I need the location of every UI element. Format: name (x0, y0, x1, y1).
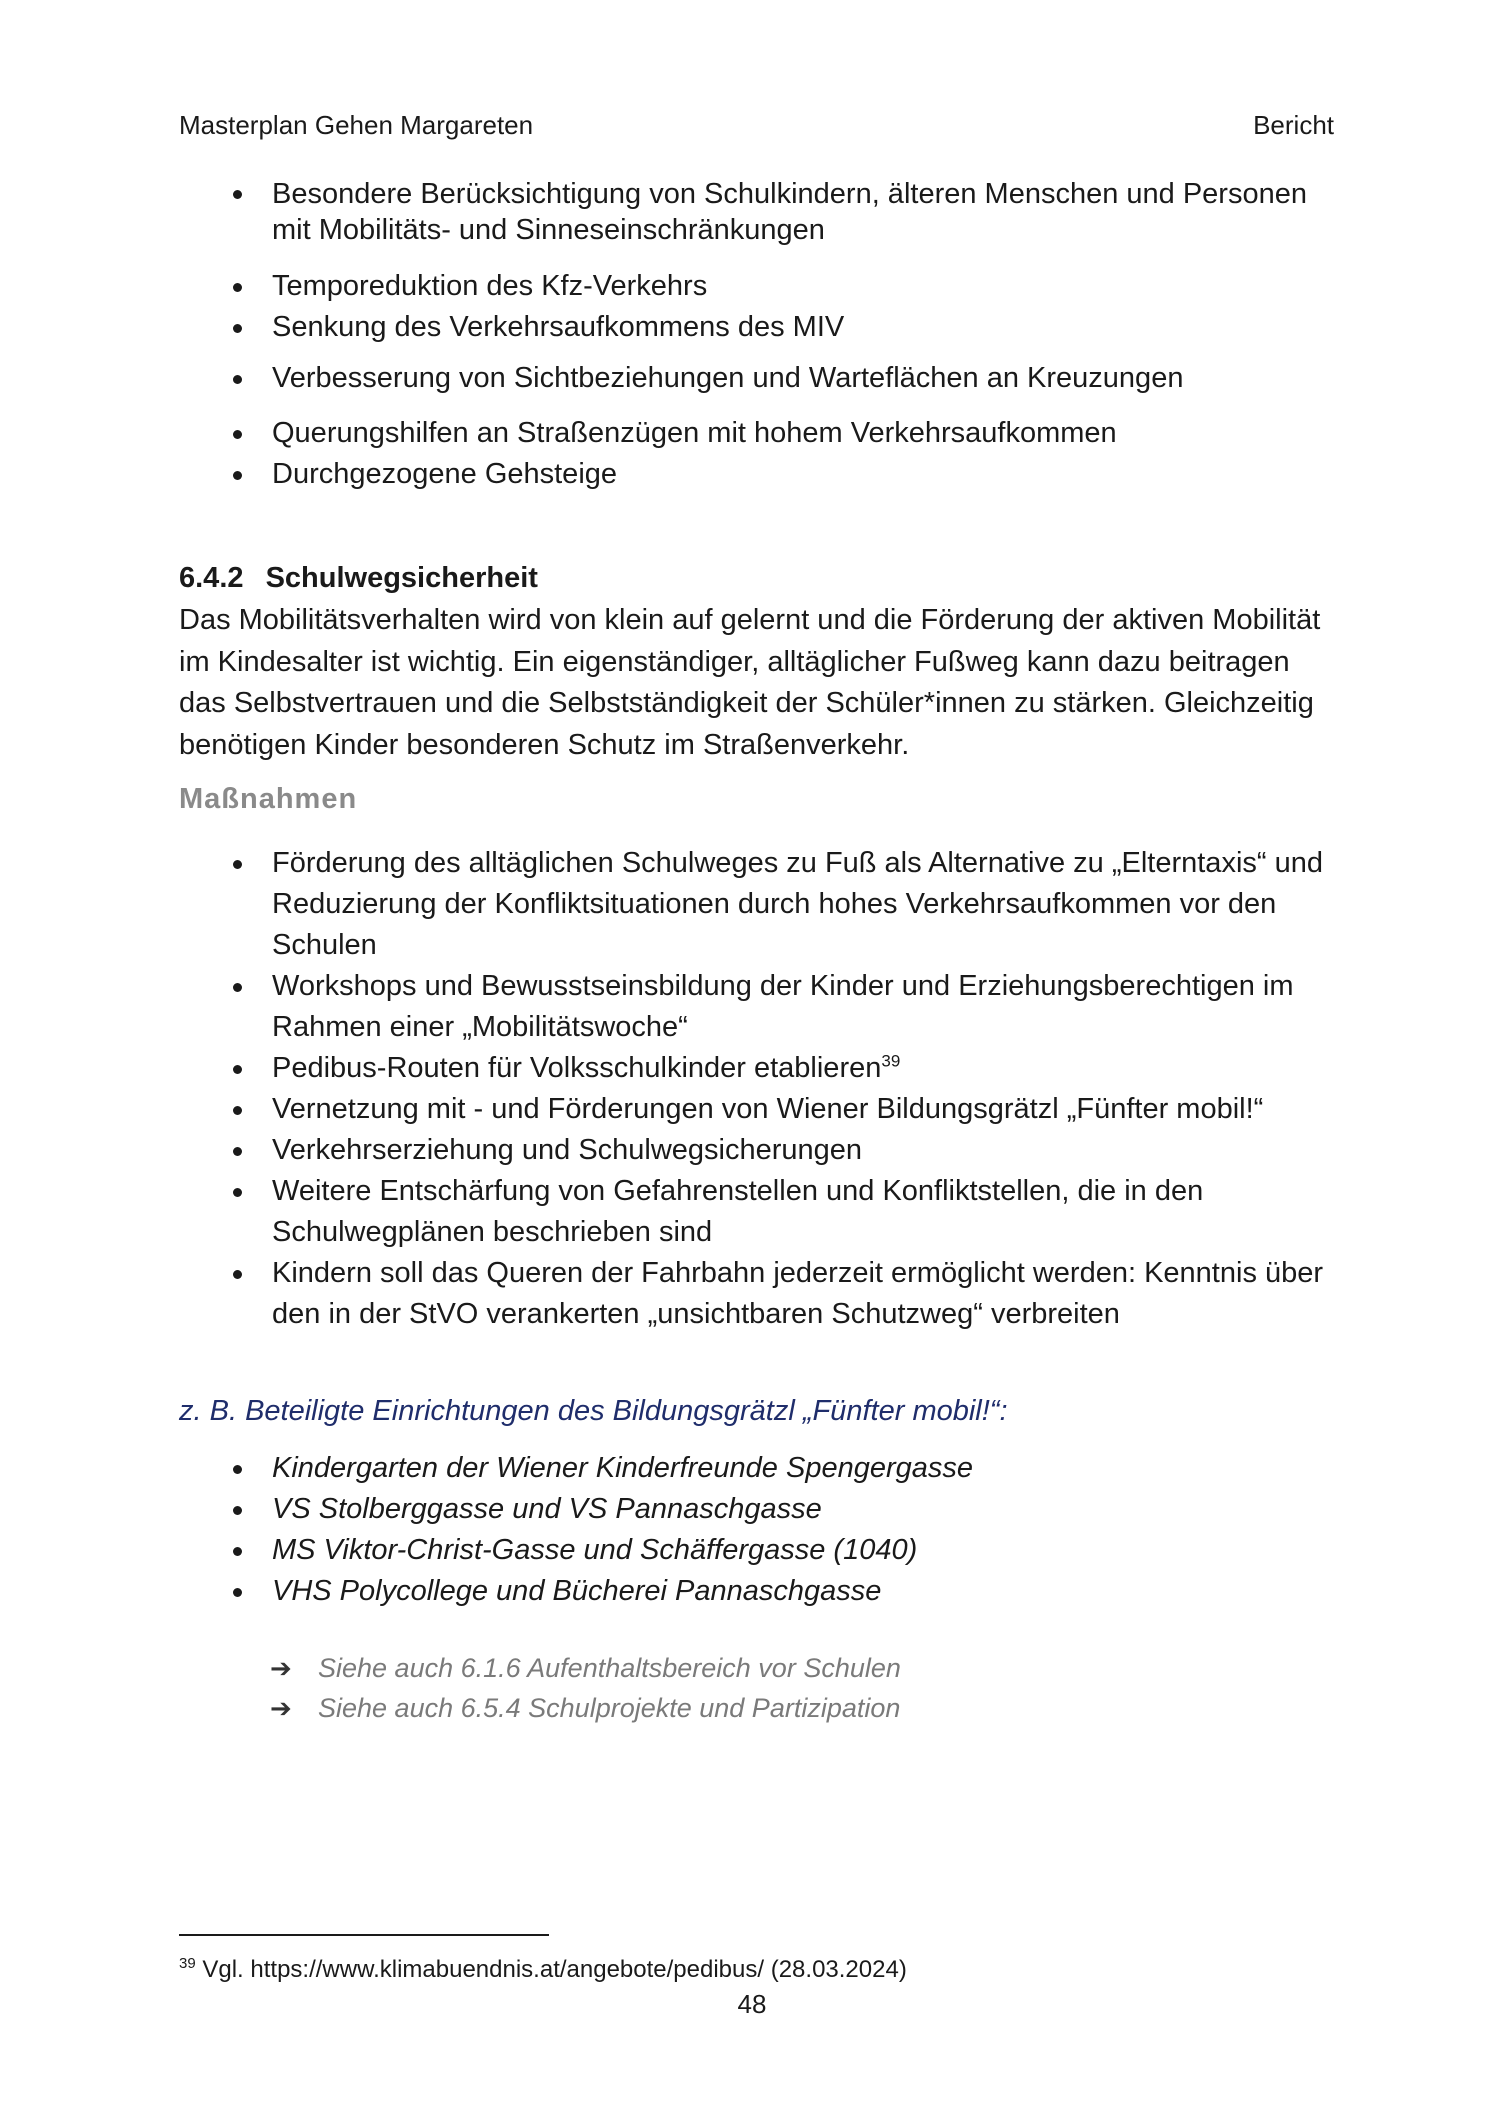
list-item: MS Viktor-Christ-Gasse und Schäffergasse (1040) (179, 1530, 1339, 1571)
bullet-icon (233, 1188, 242, 1197)
section-paragraph: Das Mobilitätsverhalten wird von klein auf gelernt und die Förderung der aktiven Mobilität im Kindesalter ist wichtig. Ein eigenständiger, alltäglicher Fußweg kann dazu beitragen das Selbstvertrauen und die Selbstständigkeit der Schüler*innen zu stärken. Gleichzeitig benötigen Kinder besonderen Schutz im Straßenverkehr. (179, 604, 1321, 761)
measures-heading: Maßnahmen (179, 783, 358, 815)
bullet-icon (233, 190, 242, 199)
list-item: Querungshilfen an Straßenzügen mit hohem Verkehrsaufkommen (179, 413, 1339, 454)
list-item: Vernetzung mit - und Förderungen von Wiener Bildungsgrätzl „Fünfter mobil!“ (179, 1089, 1339, 1130)
bullet-icon (233, 1547, 242, 1556)
section-title: Schulwegsicherheit (265, 562, 538, 594)
list-item: Kindergarten der Wiener Kinderfreunde Spengergasse (179, 1448, 1339, 1489)
bullet-icon (233, 283, 242, 292)
list-item: VS Stolberggasse und VS Pannaschgasse (179, 1489, 1339, 1530)
list-item: Temporeduktion des Kfz-Verkehrs (179, 266, 1339, 307)
list-item: Besondere Berücksichtigung von Schulkindern, älteren Menschen und Personen mit Mobilitäts- und Sinneseinschränkungen (179, 176, 1339, 248)
footnote-text[interactable]: Vgl. https://www.klimabuendnis.at/angebote/pedibus/ (28.03.2024) (202, 1956, 907, 1983)
header-section: Bericht (1253, 110, 1334, 140)
list-item: Senkung des Verkehrsaufkommens des MIV (179, 307, 1339, 348)
cross-references (270, 1648, 901, 1728)
bullet-icon (233, 1106, 242, 1115)
list-item: Pedibus-Routen für Volksschulkinder etablieren$^{39}$ (179, 1048, 1339, 1089)
bullet-icon (233, 375, 242, 384)
footnote-divider (179, 1934, 549, 1936)
list-item: Förderung des alltäglichen Schulweges zu Fuß als Alternative zu „Elterntaxis“ und Reduzierung der Konfliktsituationen durch hohes Verkehrsaufkommen vor den Schulen (179, 843, 1339, 966)
bullet-icon (233, 1465, 242, 1474)
bullet-icon (233, 1588, 242, 1597)
bullet-icon (233, 983, 242, 992)
arrow-right-icon: ➔ (270, 1653, 292, 1683)
bullet-icon (233, 1270, 242, 1279)
footnote-number: 39 (179, 1955, 196, 1972)
list-item: Weitere Entschärfung von Gefahrenstellen und Konfliktstellen, die in den Schulwegplänen beschrieben sind (179, 1171, 1339, 1253)
list-item: VHS Polycollege und Bücherei Pannaschgasse (179, 1571, 1339, 1612)
list-item: Verkehrserziehung und Schulwegsicherungen (179, 1130, 1339, 1171)
section-heading (179, 562, 538, 595)
institutions-list (179, 1448, 1339, 1612)
header-title: Masterplan Gehen Margareten (179, 110, 534, 140)
cross-reference-link[interactable]: ➔ Siehe auch 6.5.4 Schulprojekte und Partizipation (270, 1688, 901, 1728)
bullet-icon (233, 430, 242, 439)
measures-list (179, 843, 1339, 1335)
page-header (179, 110, 1334, 144)
cross-reference-link[interactable]: ➔ Siehe auch 6.1.6 Aufenthaltsbereich vor Schulen (270, 1648, 901, 1688)
bullet-icon (233, 860, 242, 869)
goals-list (179, 176, 1339, 495)
section-number: 6.4.2 (179, 562, 244, 594)
list-item: Verbesserung von Sichtbeziehungen und Warteflächen an Kreuzungen (179, 358, 1339, 399)
list-item: Kindern soll das Queren der Fahrbahn jederzeit ermöglicht werden: Kenntnis über den in der StVO verankerten „unsichtbaren Schutzweg“ verbreiten (179, 1253, 1339, 1335)
page-number: 48 (737, 1989, 767, 2019)
arrow-right-icon: ➔ (270, 1693, 292, 1723)
footnote (179, 1955, 907, 1984)
list-item: Workshops und Bewusstseinsbildung der Kinder und Erziehungsberechtigen im Rahmen einer „Mobilitätswoche“ (179, 966, 1339, 1048)
example-heading: z. B. Beteiligte Einrichtungen des Bildungsgrätzl „Fünfter mobil!“: (179, 1395, 1008, 1427)
bullet-icon (233, 1506, 242, 1515)
bullet-icon (233, 324, 242, 333)
bullet-icon (233, 1065, 242, 1074)
footnote-reference[interactable]: 39 (881, 1051, 901, 1071)
list-item: Durchgezogene Gehsteige (179, 454, 1339, 495)
bullet-icon (233, 471, 242, 480)
bullet-icon (233, 1147, 242, 1156)
